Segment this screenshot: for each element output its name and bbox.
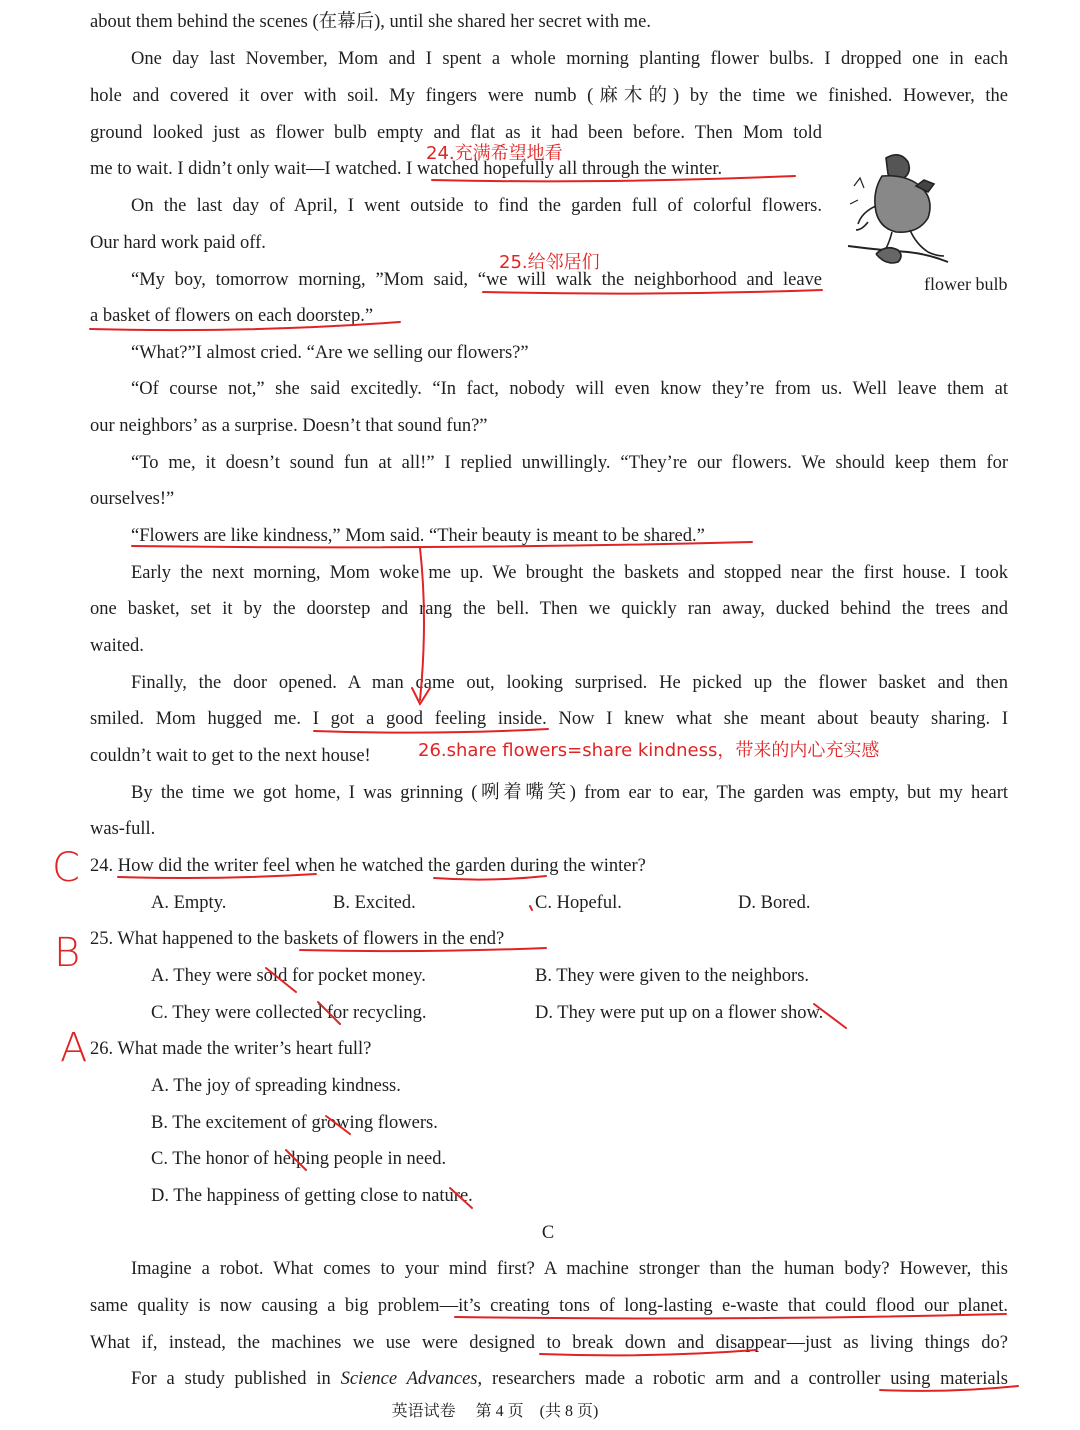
passage-line: ground looked just as flower bulb empty and flat as it had been before. Then Mom told [90, 123, 822, 143]
option: D. The happiness of getting close to nature. [151, 1186, 473, 1206]
annotation-note-25: 25.给邻居们 [499, 252, 600, 273]
passage-line: one basket, set it by the doorstep and rang the bell. Then we quickly ran away, ducked behind the trees and [90, 599, 1008, 619]
passage-line: ourselves!” [90, 489, 175, 509]
option: C. The honor of helping people in need. [151, 1149, 447, 1169]
option: D. They were put up on a flower show. [535, 1003, 824, 1023]
option: B. Excited. [333, 893, 416, 913]
passage-c-text: , researchers made a robotic arm and a controller using materials [477, 1369, 1008, 1389]
option: C. Hopeful. [535, 893, 622, 913]
question-26 [90, 1038, 371, 1060]
question-stem: How did the writer feel when he watched the garden during the winter? [117, 856, 646, 876]
footer-page: 第 4 页 [475, 1403, 524, 1420]
passage-c-line: Imagine a robot. What comes to your mind first? A machine stronger than the human body? However, this [131, 1259, 1008, 1279]
annotation-note-24: 24.充满希望地看 [426, 143, 563, 164]
passage-line: By the time we got home, I was grinning (咧着嘴笑) from ear to ear, The garden was empty, but my heart [131, 783, 1008, 803]
passage-c-line [90, 1368, 1008, 1390]
page-footer [0, 1398, 990, 1421]
question-number: 25. [90, 929, 114, 949]
option: B. The excitement of growing flowers. [151, 1113, 438, 1133]
question-stem: What made the writer’s heart full? [117, 1039, 372, 1059]
question-stem: What happened to the baskets of flowers in the end? [117, 929, 505, 949]
question-number: 26. [90, 1039, 114, 1059]
passage-line: hole and covered it over with soil. My fingers were numb (麻木的) by the time we finished. However, the [90, 86, 1008, 106]
passage-line: “What?”I almost cried. “Are we selling our flowers?” [131, 343, 529, 363]
passage-line: On the last day of April, I went outside to find the garden full of colorful flowers. [131, 196, 822, 216]
option: A. The joy of spreading kindness. [151, 1076, 401, 1096]
journal-name: Science Advances [340, 1369, 478, 1389]
annotation-note-26: 26.share flowers=share kindness，带来的内心充实感 [418, 740, 880, 761]
passage-line: One day last November, Mom and I spent a whole morning planting flower bulbs. I dropped one in each [131, 49, 1008, 69]
passage-line: was-full. [90, 819, 156, 839]
option: D. Bored. [738, 893, 811, 913]
passage-line: couldn’t wait to get to the next house! [90, 746, 371, 766]
passage-line: about them behind the scenes (在幕后), until she shared her secret with me. [90, 12, 652, 32]
passage-c-line: What if, instead, the machines we use were designed to break down and disappear—just as living things do? [90, 1333, 1008, 1353]
passage-line: Our hard work paid off. [90, 233, 266, 253]
passage-line: smiled. Mom hugged me. I got a good feeling inside. Now I knew what she meant about beauty sharing. I [90, 709, 1008, 729]
section-heading: C [541, 1223, 555, 1243]
question-number: 24. [90, 856, 114, 876]
passage-line: “To me, it doesn’t sound fun at all!” I replied unwillingly. “They’re our flowers. We should keep them for [131, 453, 1008, 473]
passage-line: “Flowers are like kindness,” Mom said. “Their beauty is meant to be shared.” [131, 526, 705, 546]
footer-total: (共 8 页) [539, 1403, 599, 1420]
handwritten-answer-26: A [60, 1025, 88, 1071]
footer-subject: 英语试卷 [391, 1403, 456, 1420]
figure-caption: flower bulb [924, 274, 1008, 294]
passage-line: me to wait. I didn’t only wait—I watched. I watched hopefully all through the winter. [90, 159, 723, 179]
handwritten-answer-25: B [54, 930, 81, 976]
option: A. They were sold for pocket money. [151, 966, 426, 986]
option: C. They were collected for recycling. [151, 1003, 427, 1023]
gardener-illustration [846, 146, 950, 276]
passage-line: waited. [90, 636, 144, 656]
handwritten-answer-24: C [52, 845, 80, 891]
passage-c-text: For a study published in [131, 1369, 341, 1389]
option: B. They were given to the neighbors. [535, 966, 810, 986]
passage-c-line: same quality is now causing a big problem—it’s creating tons of long-lasting e-waste that could flood our planet. [90, 1296, 1008, 1316]
tick-mark [530, 906, 532, 910]
passage-line: our neighbors’ as a surprise. Doesn’t that sound fun?” [90, 416, 488, 436]
passage-line: Early the next morning, Mom woke me up. We brought the baskets and stopped near the first house. I took [131, 563, 1008, 583]
option: A. Empty. [151, 893, 227, 913]
question-24 [90, 855, 646, 877]
passage-line: “Of course not,” she said excitedly. “In fact, nobody will even know they’re from us. Well leave them at [131, 379, 1008, 399]
passage-line: a basket of flowers on each doorstep.” [90, 306, 374, 326]
question-25 [90, 928, 504, 950]
passage-line: “My boy, tomorrow morning, ”Mom said, “we will walk the neighborhood and leave [131, 270, 822, 290]
passage-line: Finally, the door opened. A man came out, looking surprised. He picked up the flower basket and then [131, 673, 1008, 693]
